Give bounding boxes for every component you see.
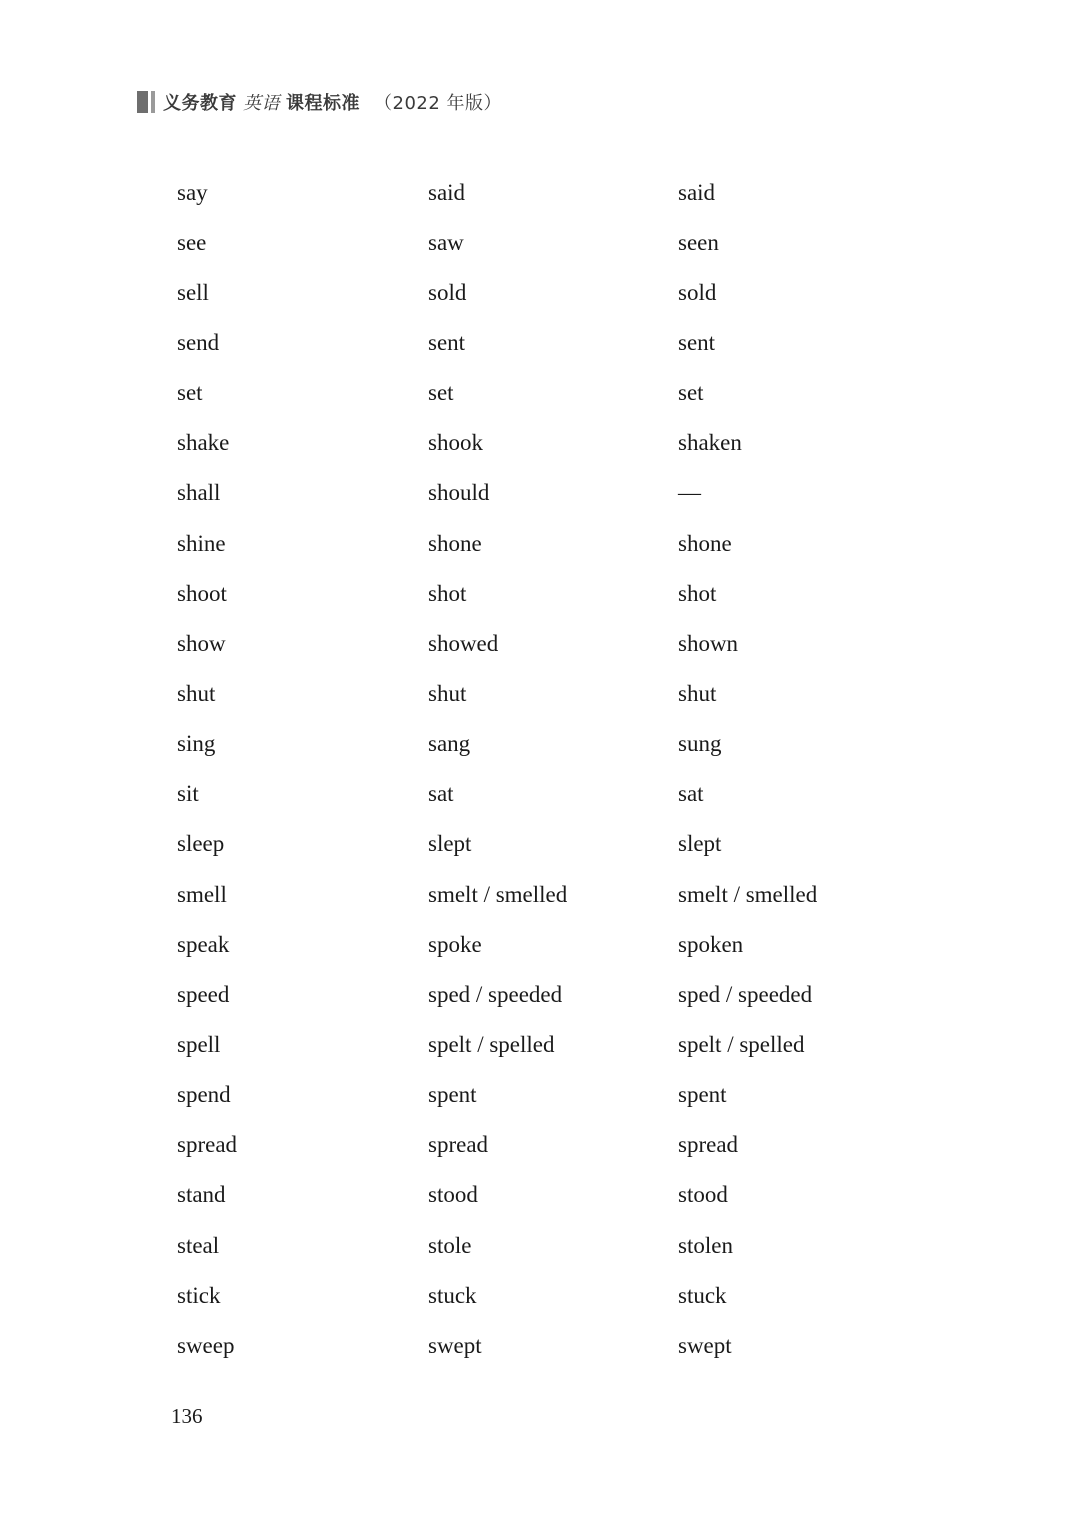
table-row — [177, 1019, 937, 1069]
header-title-part1: 义务教育 — [163, 93, 237, 114]
past-tense-cell: spent — [428, 1082, 477, 1108]
base-form-cell: see — [177, 229, 207, 255]
base-form-cell: say — [177, 179, 208, 205]
past-tense-cell: spelt / spelled — [428, 1031, 555, 1057]
header-title-part3: 课程标准 — [286, 93, 360, 114]
table-row — [177, 719, 937, 769]
page-number: 136 — [171, 1404, 203, 1428]
past-tense-cell: shut — [428, 680, 467, 706]
table-row — [177, 1270, 937, 1320]
base-form-cell: stand — [177, 1182, 226, 1208]
table-row — [177, 919, 937, 969]
header-edition: （2022 年版） — [374, 93, 503, 114]
base-form-cell: steal — [177, 1232, 220, 1258]
past-participle-cell: said — [678, 179, 716, 205]
base-form-cell: shine — [177, 530, 226, 556]
past-participle-cell: shown — [678, 630, 739, 656]
base-form-cell: shoot — [177, 580, 227, 606]
past-tense-cell: showed — [428, 630, 499, 656]
base-form-cell: shut — [177, 680, 216, 706]
table-row — [177, 167, 937, 217]
table-row — [177, 468, 937, 518]
base-form-cell: sweep — [177, 1332, 235, 1358]
past-participle-cell: stood — [678, 1182, 728, 1208]
past-participle-cell: shot — [678, 580, 717, 606]
table-row — [177, 1070, 937, 1120]
header-title-part2: 英语 — [243, 93, 280, 114]
base-form-cell: sing — [177, 731, 216, 757]
running-head — [137, 88, 502, 116]
table-row — [177, 1120, 937, 1170]
past-tense-cell: spoke — [428, 931, 482, 957]
base-form-cell: speak — [177, 931, 230, 957]
past-participle-cell: sent — [678, 329, 716, 355]
past-participle-cell: shut — [678, 680, 717, 706]
past-participle-cell: stuck — [678, 1282, 727, 1308]
past-tense-cell: stole — [428, 1232, 472, 1258]
table-row — [177, 267, 937, 317]
base-form-cell: set — [177, 380, 203, 406]
base-form-cell: show — [177, 630, 226, 656]
past-participle-cell: sat — [678, 781, 704, 807]
past-tense-cell: sat — [428, 781, 454, 807]
past-tense-cell: smelt / smelled — [428, 881, 568, 907]
base-form-cell: spell — [177, 1031, 221, 1057]
header-bar-mark — [137, 91, 155, 113]
past-tense-cell: sent — [428, 329, 466, 355]
table-row — [177, 869, 937, 919]
past-participle-cell: smelt / smelled — [678, 881, 818, 907]
past-participle-cell: stolen — [678, 1232, 733, 1258]
table-row — [177, 418, 937, 468]
past-participle-cell: spent — [678, 1082, 727, 1108]
table-row — [177, 518, 937, 568]
past-participle-cell: set — [678, 380, 704, 406]
base-form-cell: send — [177, 329, 220, 355]
table-row — [177, 568, 937, 618]
base-form-cell: sleep — [177, 831, 225, 857]
past-participle-cell: sped / speeded — [678, 981, 813, 1007]
past-tense-cell: should — [428, 480, 490, 506]
table-row — [177, 618, 937, 668]
past-tense-cell: set — [428, 380, 454, 406]
past-tense-cell: shot — [428, 580, 467, 606]
base-form-cell: sell — [177, 279, 209, 305]
past-tense-cell: shook — [428, 430, 483, 456]
past-tense-cell: sold — [428, 279, 467, 305]
past-participle-cell: shone — [678, 530, 732, 556]
table-row — [177, 819, 937, 869]
base-form-cell: speed — [177, 981, 230, 1007]
past-participle-cell: spread — [678, 1132, 739, 1158]
past-tense-cell: said — [428, 179, 466, 205]
base-form-cell: stick — [177, 1282, 221, 1308]
base-form-cell: sit — [177, 781, 199, 807]
table-row — [177, 317, 937, 367]
past-participle-cell: — — [678, 480, 701, 506]
header-title — [163, 89, 502, 115]
past-participle-cell: slept — [678, 831, 722, 857]
table-row — [177, 217, 937, 267]
past-participle-cell: spoken — [678, 931, 744, 957]
past-tense-cell: sang — [428, 731, 471, 757]
table-row — [177, 1320, 937, 1370]
past-tense-cell: slept — [428, 831, 472, 857]
past-participle-cell: spelt / spelled — [678, 1031, 805, 1057]
table-row — [177, 969, 937, 1019]
past-tense-cell: swept — [428, 1332, 482, 1358]
past-tense-cell: spread — [428, 1132, 489, 1158]
past-participle-cell: seen — [678, 229, 719, 255]
past-participle-cell: sung — [678, 731, 722, 757]
table-row — [177, 368, 937, 418]
base-form-cell: shall — [177, 480, 221, 506]
past-tense-cell: saw — [428, 229, 464, 255]
irregular-verb-table — [177, 167, 937, 1370]
table-row — [177, 1170, 937, 1220]
base-form-cell: smell — [177, 881, 227, 907]
table-row — [177, 769, 937, 819]
past-participle-cell: sold — [678, 279, 717, 305]
base-form-cell: spend — [177, 1082, 231, 1108]
past-participle-cell: shaken — [678, 430, 742, 456]
past-tense-cell: stuck — [428, 1282, 477, 1308]
base-form-cell: shake — [177, 430, 230, 456]
table-row — [177, 668, 937, 718]
table-row — [177, 1220, 937, 1270]
past-tense-cell: sped / speeded — [428, 981, 563, 1007]
base-form-cell: spread — [177, 1132, 238, 1158]
past-tense-cell: shone — [428, 530, 482, 556]
past-tense-cell: stood — [428, 1182, 478, 1208]
past-participle-cell: swept — [678, 1332, 732, 1358]
